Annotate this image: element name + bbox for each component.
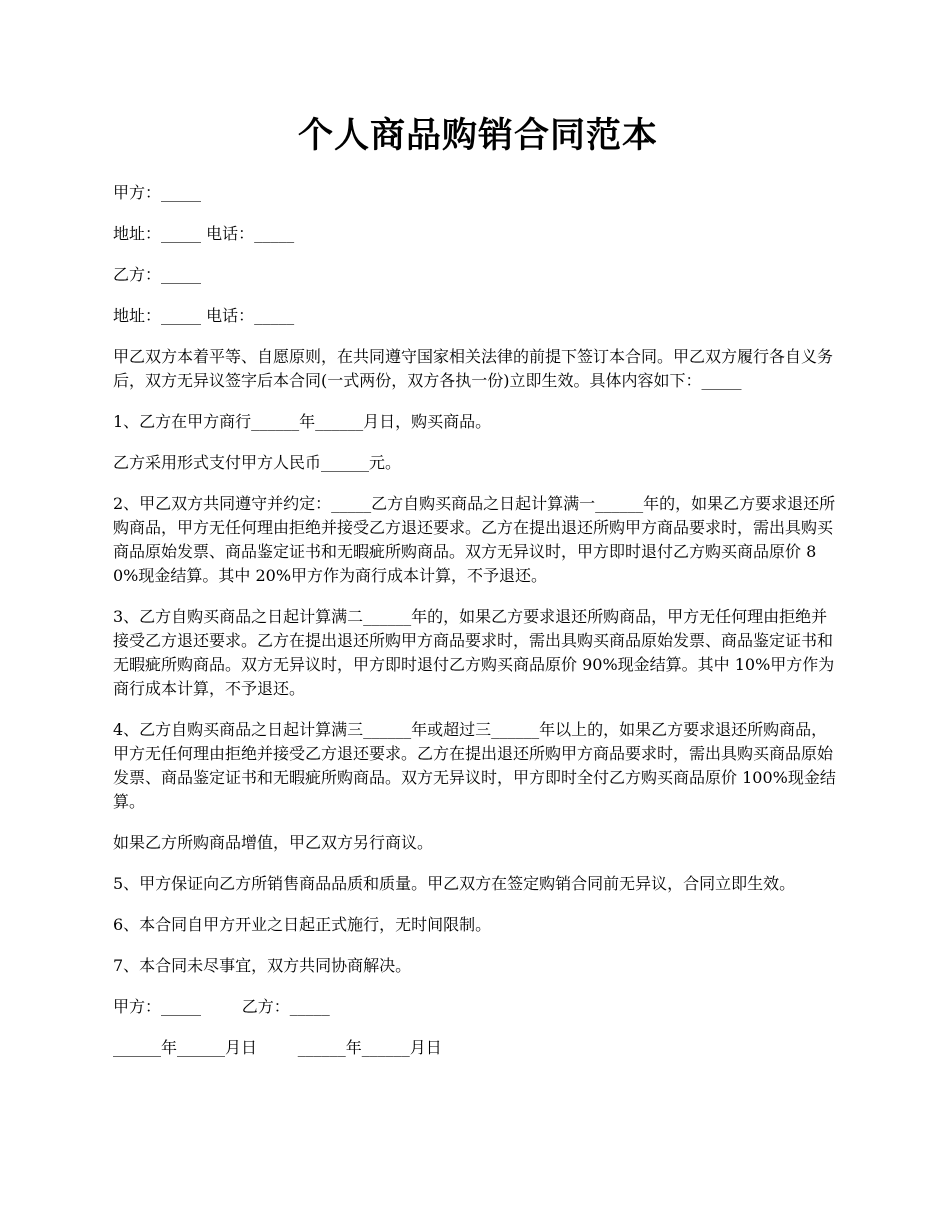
appreciation-note: 如果乙方所购商品增值，甲乙双方另行商议。 bbox=[113, 833, 434, 852]
signature-parties: 甲方：_____ 乙方：_____ bbox=[113, 997, 330, 1016]
party-a-line: 甲方：_____ bbox=[113, 183, 202, 202]
party-a-address-line: 地址：_____ 电话：_____ bbox=[113, 224, 295, 243]
document-body bbox=[113, 181, 841, 1077]
intro-paragraph: 甲乙双方本着平等、自愿原则，在共同遵守国家相关法律的前提下签订本合同。甲乙双方履行各自义务后，双方无异议签字后本合同(一式两份，双方各执一份)立即生效。具体内容如下：_____ bbox=[113, 347, 834, 390]
clause-3: 3、乙方自购买商品之日起计算满二______年的，如果乙方要求退还所购商品，甲方无任何理由拒绝并接受乙方退还要求。乙方在提出退还所购甲方商品要求时，需出具购买商品原始发票、商品鉴定证书和无暇疵所购商品。双方无异议时，甲方即时退付乙方购买商品原价 90%现金结算。其中 10%甲方作为商行成本计算，不予退还。 bbox=[113, 607, 835, 698]
payment-line: 乙方采用形式支付甲方人民币______元。 bbox=[113, 453, 402, 472]
clause-5: 5、甲方保证向乙方所销售商品品质和质量。甲乙双方在签定购销合同前无异议，合同立即生效。 bbox=[113, 874, 796, 893]
clause-4: 4、乙方自购买商品之日起计算满三______年或超过三______年以上的，如果乙方要求退还所购商品，甲方无任何理由拒绝并接受乙方退还要求。乙方在提出退还所购甲方商品要求时，需出具购买商品原始发票、商品鉴定证书和无暇疵所购商品。双方无异议时，甲方即时全付乙方购买商品原价 100%现金结算。 bbox=[113, 720, 836, 811]
party-b-line: 乙方：_____ bbox=[113, 265, 202, 284]
party-b-address-line: 地址：_____ 电话：_____ bbox=[113, 306, 295, 325]
signature-dates: ______年______月日 ______年______月日 bbox=[113, 1038, 442, 1057]
clause-7: 7、本合同未尽事宜，双方共同协商解决。 bbox=[113, 956, 412, 975]
clause-2: 2、甲乙双方共同遵守并约定：_____乙方自购买商品之日起计算满一______年的，如果乙方要求退还所购商品，甲方无任何理由拒绝并接受乙方退还要求。乙方在提出退还所购甲方商品要求时，需出具购买商品原始发票、商品鉴定证书和无暇疵所购商品。双方无异议时，甲方即时退付乙方购买商品原价 80%现金结算。其中 20%甲方作为商行成本计算，不予退还。 bbox=[113, 494, 836, 585]
clause-1: 1、乙方在甲方商行______年______月日，购买商品。 bbox=[113, 412, 492, 431]
clause-6: 6、本合同自甲方开业之日起正式施行，无时间限制。 bbox=[113, 915, 492, 934]
document-title: 个人商品购销合同范本 bbox=[297, 115, 658, 156]
